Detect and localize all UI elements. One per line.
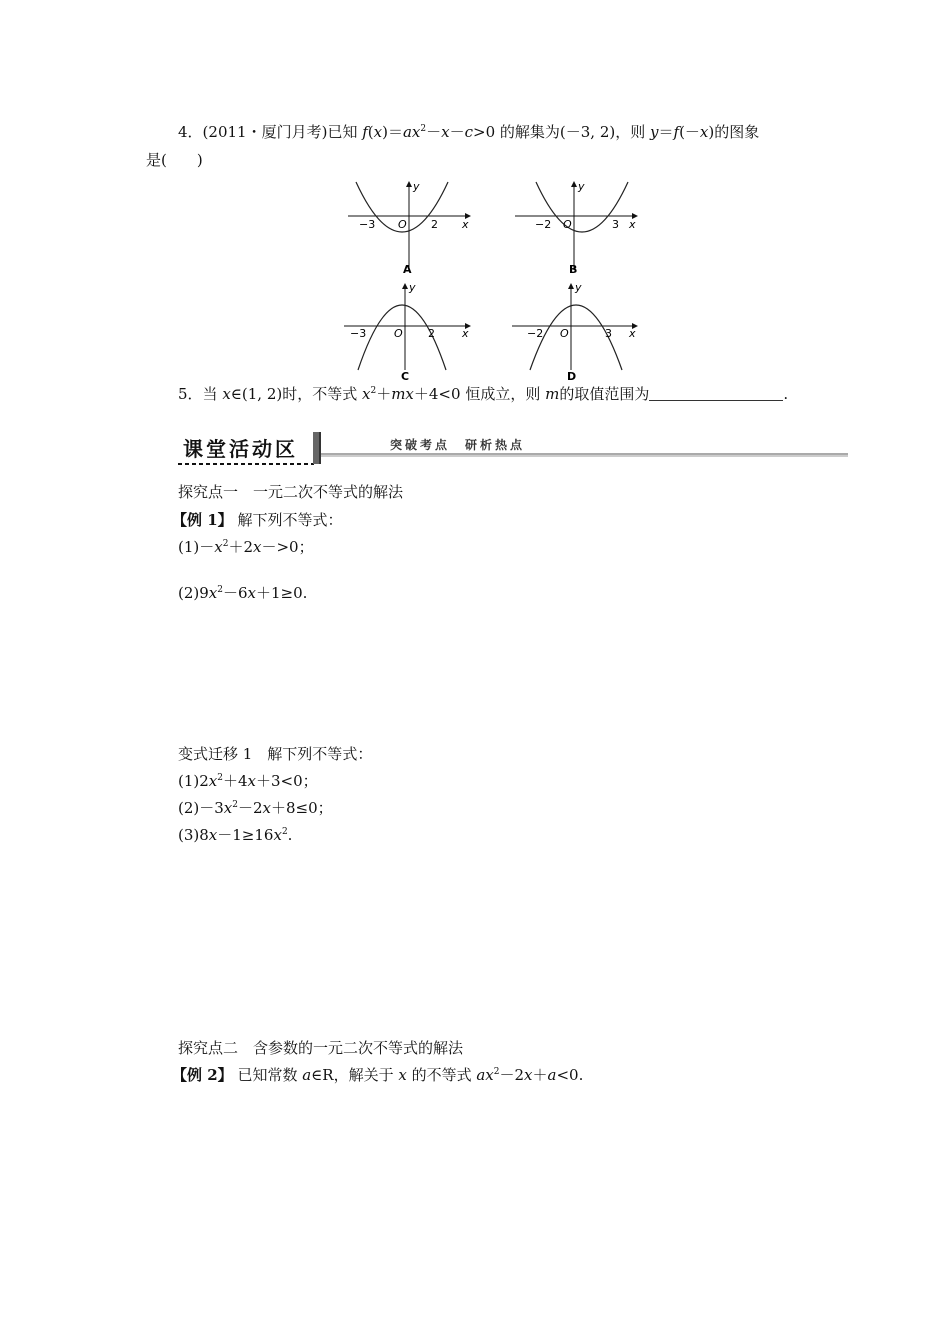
text: ＋8≤0；	[271, 799, 333, 817]
math-var: y	[650, 123, 659, 141]
text: －	[426, 123, 442, 141]
tick-label: −3	[359, 218, 376, 231]
variant-1-item-2: $(2)-3x^2-2x+8\le 0$；	[178, 799, 333, 817]
text: ＋4<0 恒成立，则	[413, 385, 546, 403]
math-var: f	[362, 123, 368, 141]
tick-label: 2	[428, 327, 435, 340]
text: 的取值范围为	[559, 385, 650, 403]
graph-d	[512, 281, 637, 383]
math-var: x	[262, 799, 272, 817]
question-4-line2: 是( )	[146, 151, 203, 169]
text: )＝	[382, 123, 403, 141]
text: －	[449, 123, 465, 141]
math-var: x	[208, 826, 218, 844]
math-var: a	[302, 1066, 312, 1084]
text: －2	[499, 1066, 525, 1084]
math-var: x	[247, 772, 257, 790]
math-var: ax	[402, 123, 421, 141]
variant-1-item-1: $(1)2x^2+4x+3<0$；	[178, 772, 318, 790]
math-var: ax	[476, 1066, 494, 1084]
tick-label: −2	[535, 218, 552, 231]
text: －>0；	[261, 538, 314, 556]
math-var: x	[223, 799, 233, 817]
origin-label: O	[394, 327, 403, 340]
math-var: x	[208, 584, 218, 602]
text: ＋4	[223, 772, 248, 790]
example-tag: 【例 2】	[172, 1066, 233, 1084]
example-1	[172, 510, 342, 530]
graph-c	[344, 281, 470, 383]
math-var: x	[222, 385, 231, 403]
origin-label: O	[560, 327, 569, 340]
math-var: x	[273, 826, 282, 844]
text: －1≥16	[217, 826, 274, 844]
text: (－	[679, 123, 700, 141]
math-var: x	[253, 538, 262, 556]
text: 5．当	[178, 385, 223, 403]
origin-label: O	[563, 218, 572, 231]
text: )的图象	[708, 123, 760, 141]
section-heading-1: 探究点一 一元二次不等式的解法	[178, 483, 404, 501]
option-label: B	[569, 263, 578, 276]
x-axis-label: x	[462, 327, 469, 340]
question-4-line1: 4．(2011・厦门月考)已知 $f(x)=ax^2-x-c>0$ 的解集为(－3, 2)，则 y＝f(－x)的图象	[178, 123, 760, 141]
text: ＋	[376, 385, 392, 403]
text: (2)9	[178, 584, 209, 602]
text: .	[783, 385, 789, 403]
option-label: A	[403, 263, 412, 276]
text: 的不等式	[406, 1066, 477, 1084]
math-var: c	[464, 123, 474, 141]
banner-title: 课堂活动区	[183, 437, 298, 461]
y-axis-label: y	[575, 281, 582, 294]
text: －6	[223, 584, 248, 602]
text: 已知	[327, 123, 363, 141]
text: ＋1≥0.	[256, 584, 308, 602]
math-var: x	[214, 538, 223, 556]
text: ＝	[658, 123, 674, 141]
question-source: (2011・厦门月考)	[202, 123, 328, 141]
text: ＋3<0；	[256, 772, 318, 790]
y-axis-label: y	[413, 180, 420, 193]
text: 解下列不等式：	[232, 511, 343, 529]
math-var: x	[247, 584, 257, 602]
y-axis-label: y	[578, 180, 585, 193]
y-axis-label: y	[409, 281, 416, 294]
x-axis-label: x	[629, 327, 636, 340]
example-2: 【例 2】 已知常数 a∈R，解关于 x 的不等式 $ax^2-2x+a<0$.	[172, 1066, 584, 1084]
x-axis-label: x	[629, 218, 636, 231]
banner-subtitle: 突破考点 研析热点	[390, 438, 526, 452]
option-label: C	[401, 370, 410, 383]
text: 已知常数	[232, 1066, 303, 1084]
math-var: x	[373, 123, 383, 141]
text: ＋	[532, 1066, 548, 1084]
answer-blank[interactable]	[649, 386, 783, 401]
tick-label: 2	[431, 218, 438, 231]
variant-1-item-3: $(3)8x-1\ge 16x^2$.	[178, 826, 293, 844]
math-var: x	[208, 772, 218, 790]
graph-b	[515, 180, 637, 276]
variant-1-heading: 变式迁移 1 解下列不等式：	[178, 745, 373, 763]
question-5: 5．当 x∈(1, 2)时，不等式 $x^2+mx+4<0$ 恒成立，则 m的取值范围为 .	[178, 385, 789, 403]
text: .	[287, 826, 293, 844]
math-var: x	[441, 123, 450, 141]
tick-label: −3	[350, 327, 367, 340]
example-1-item-1: $(1)-x^2+2x->0$；	[178, 538, 314, 556]
option-label: D	[567, 370, 577, 383]
text: ∈(1, 2)时，不等式	[230, 385, 362, 403]
text: <0.	[556, 1066, 584, 1084]
text: －2	[238, 799, 263, 817]
x-axis-label: x	[462, 218, 469, 231]
text: ＋2	[228, 538, 253, 556]
example-tag: 【例 1】	[172, 511, 233, 529]
example-1-item-2: $(2)9x^2-6x+1\ge 0$.	[178, 584, 308, 602]
graph-a	[348, 180, 470, 276]
question-number: 4．	[178, 123, 203, 141]
math-var: m	[545, 385, 560, 403]
text: (1)2	[178, 772, 209, 790]
tick-label: −2	[527, 327, 544, 340]
text: (3)8	[178, 826, 209, 844]
section-heading-2: 探究点二 含参数的一元二次不等式的解法	[178, 1039, 464, 1057]
answer-graphs	[0, 170, 950, 570]
math-var: x	[699, 123, 709, 141]
tick-label: 3	[605, 327, 612, 340]
math-var: f	[673, 123, 680, 141]
math-var: a	[547, 1066, 557, 1084]
text: (2)－3	[178, 799, 224, 817]
math-var: x	[398, 1066, 407, 1084]
text: (1)－	[178, 538, 215, 556]
math-var: x	[361, 385, 371, 403]
origin-label: O	[398, 218, 407, 231]
text: >0 的解集为(－3, 2)，则	[473, 123, 650, 141]
text: ∈R，解关于	[311, 1066, 399, 1084]
math-var: x	[524, 1066, 533, 1084]
tick-label: 3	[612, 218, 619, 231]
text: (	[367, 123, 374, 141]
math-var: mx	[391, 385, 414, 403]
